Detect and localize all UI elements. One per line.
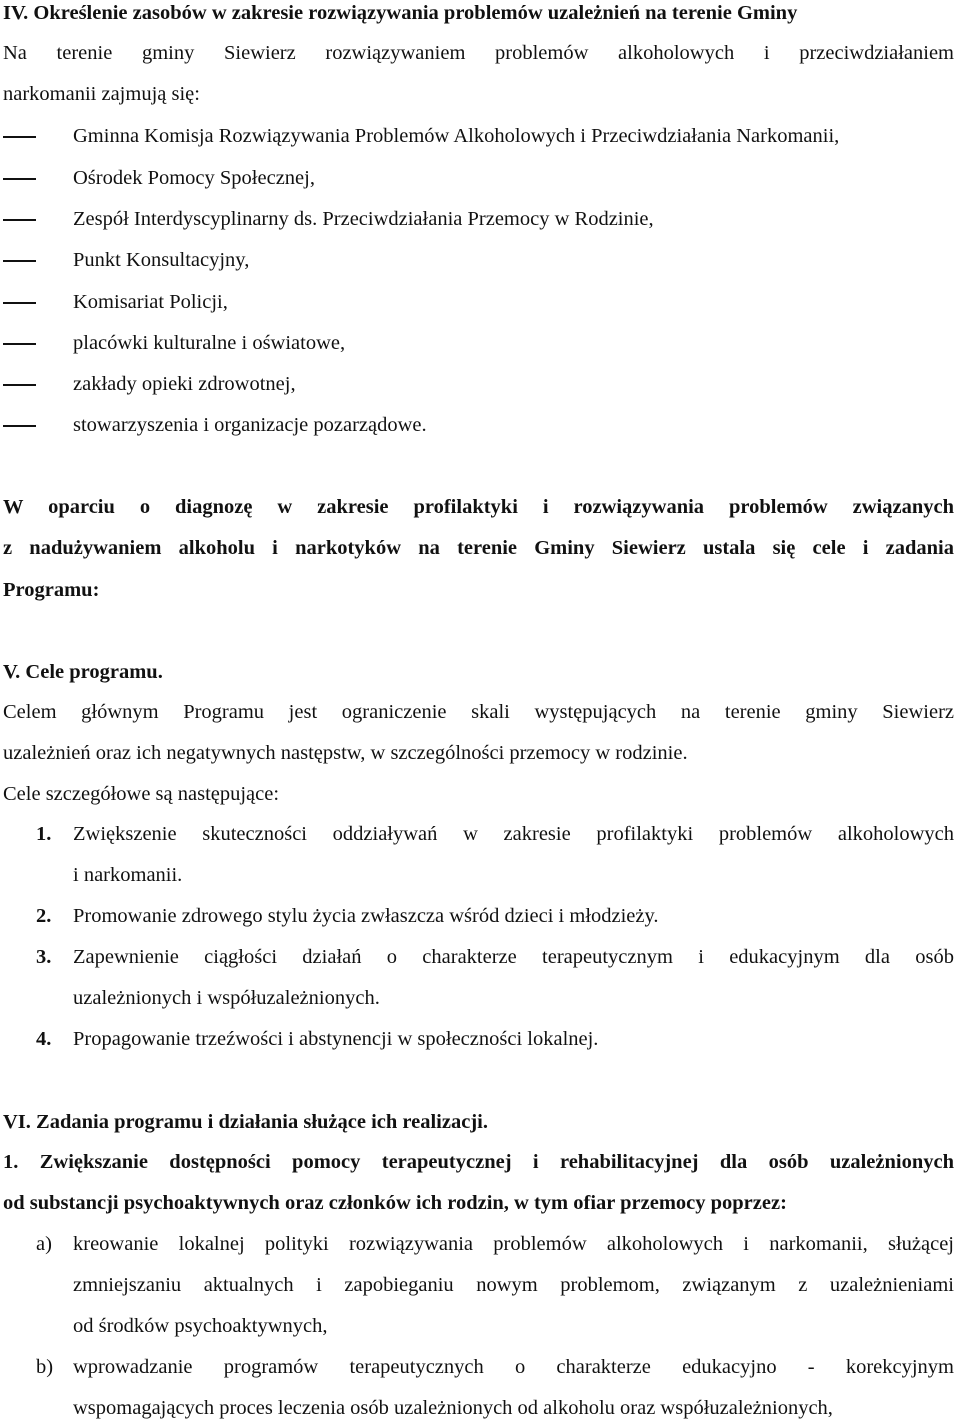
intro-line-2: narkomanii zajmują się:	[3, 83, 200, 105]
list-item-text: Ośrodek Pomocy Społecznej,	[73, 167, 315, 189]
list-item-text-continued: od środków psychoaktywnych,	[73, 1315, 328, 1337]
list-item	[0, 206, 960, 232]
list-letter: b)	[36, 1356, 54, 1378]
section-heading-v: V. Cele programu.	[3, 661, 163, 683]
list-item	[0, 165, 960, 191]
list-number: 3.	[36, 946, 52, 968]
task1-line-2: od substancji psychoaktywnych oraz członków ich rodzin, w tym ofiar przemocy poprzez:	[3, 1192, 787, 1214]
detailed-goals-intro: Cele szczegółowe są następujące:	[3, 783, 280, 805]
list-item-text: wprowadzanie programów terapeutycznych o charakterze edukacyjno - korekcyjnym	[73, 1356, 954, 1378]
diagnosis-line-2: z nadużywaniem alkoholu i narkotyków na terenie Gminy Siewierz ustala się cele i zadania	[3, 537, 954, 559]
list-letter: a)	[36, 1233, 52, 1255]
list-item	[0, 123, 960, 149]
list-item-text: Zespół Interdyscyplinarny ds. Przeciwdziałania Przemocy w Rodzinie,	[73, 208, 654, 230]
list-item	[0, 371, 960, 397]
section-heading-iv: IV. Określenie zasobów w zakresie rozwiązywania problemów uzależnień na terenie Gminy	[3, 2, 798, 24]
list-item-text: kreowanie lokalnej polityki rozwiązywania problemów alkoholowych i narkomanii, służącej	[73, 1233, 954, 1255]
list-item-text: Komisariat Policji,	[73, 291, 228, 313]
intro-line-1: Na terenie gminy Siewierz rozwiązywaniem problemów alkoholowych i przeciwdziałaniem	[3, 42, 954, 64]
diagnosis-line-3: Programu:	[3, 579, 100, 601]
list-item-text-continued: wspomagających proces leczenia osób uzależnionych od alkoholu oraz współuzależnionych,	[73, 1397, 833, 1419]
list-item	[0, 247, 960, 273]
list-item-text: Zwiększenie skuteczności oddziaływań w zakresie profilaktyki problemów alkoholowych	[73, 823, 954, 845]
dash-bullet-icon	[3, 302, 36, 304]
dash-bullet-icon	[3, 384, 36, 386]
dash-bullet-icon	[3, 136, 36, 138]
dash-bullet-icon	[3, 260, 36, 262]
list-item	[0, 412, 960, 438]
list-item-text-continued: i narkomanii.	[73, 864, 183, 886]
list-item-text: Promowanie zdrowego stylu życia zwłaszcza wśród dzieci i młodzieży.	[73, 905, 659, 927]
list-item-text: Gminna Komisja Rozwiązywania Problemów Alkoholowych i Przeciwdziałania Narkomanii,	[73, 125, 840, 147]
section-heading-vi: VI. Zadania programu i działania służące ich realizacji.	[3, 1111, 488, 1133]
list-item-text: zakłady opieki zdrowotnej,	[73, 373, 296, 395]
dash-bullet-icon	[3, 178, 36, 180]
list-item-text: Propagowanie trzeźwości i abstynencji w społeczności lokalnej.	[73, 1028, 599, 1050]
dash-bullet-icon	[3, 343, 36, 345]
dash-bullet-icon	[3, 219, 36, 221]
list-item-text: placówki kulturalne i oświatowe,	[73, 332, 346, 354]
list-item-text: stowarzyszenia i organizacje pozarządowe.	[73, 414, 427, 436]
list-item-text: Zapewnienie ciągłości działań o charakterze terapeutycznym i edukacyjnym dla osób	[73, 946, 954, 968]
list-number: 4.	[36, 1028, 52, 1050]
main-goal-line-1: Celem głównym Programu jest ograniczenie skali występujących na terenie gminy Siewierz	[3, 701, 954, 723]
dash-bullet-icon	[3, 425, 36, 427]
list-item	[0, 330, 960, 356]
list-item-text-continued: uzależnionych i współuzależnionych.	[73, 987, 380, 1009]
diagnosis-line-1: W oparciu o diagnozę w zakresie profilaktyki i rozwiązywania problemów związanych	[3, 496, 954, 518]
list-item-text: Punkt Konsultacyjny,	[73, 249, 250, 271]
main-goal-line-2: uzależnień oraz ich negatywnych następstw, w szczególności przemocy w rodzinie.	[3, 742, 688, 764]
list-number: 2.	[36, 905, 52, 927]
task1-line-1: 1. Zwiększanie dostępności pomocy terapeutycznej i rehabilitacyjnej dla osób uzależnionych	[3, 1151, 954, 1173]
list-number: 1.	[36, 823, 52, 845]
list-item-text-continued: zmniejszaniu aktualnych i zapobieganiu nowym problemom, związanym z uzależnieniami	[73, 1274, 954, 1296]
list-item	[0, 289, 960, 315]
